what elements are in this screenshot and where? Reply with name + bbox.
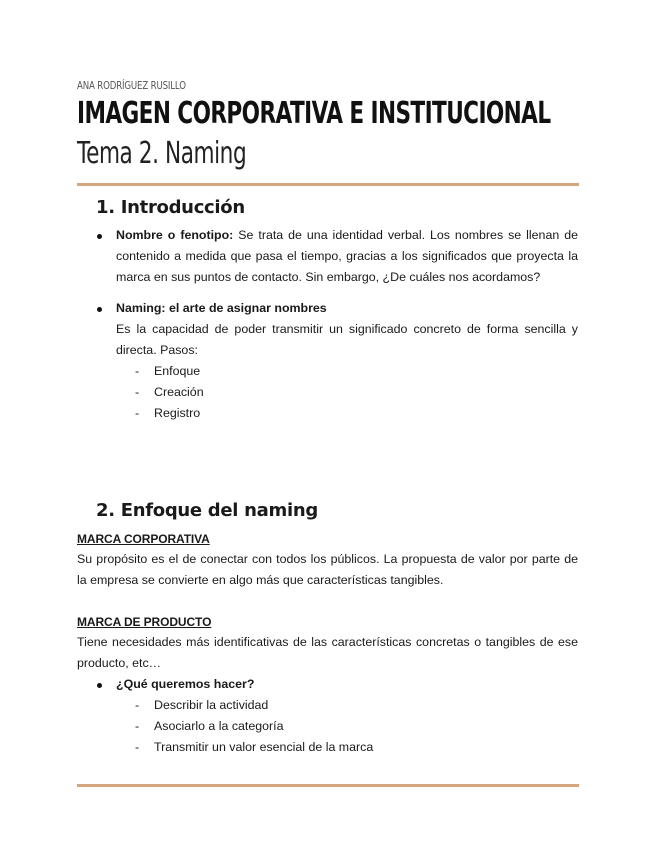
bullet-text: Se trata de una identidad verbal. Los nombres se llenan de contenido a medida que pasa el tiempo, gracias a los significados que proyecta la marca en sus puntos de contacto. Sin embargo, ¿De cuáles nos acordamos?: [116, 228, 578, 284]
document-title: IMAGEN CORPORATIVA E INSTITUCIONAL: [77, 96, 551, 131]
bullet-icon: [97, 683, 102, 688]
bullet-naming-term: Naming: el arte de asignar nombres: [116, 301, 327, 315]
marca-producto-text: Tiene necesidades más identificativas de las características concretas o tangibles de ese producto, etc…: [77, 635, 578, 670]
marca-corporativa-text: Su propósito es el de conectar con todos los públicos. La propuesta de valor por parte de la empresa se convierte en algo más que características tangibles.: [77, 552, 578, 587]
bottom-divider: [77, 784, 579, 787]
author-name: ANA RODRÍGUEZ RUSILLO: [77, 80, 186, 92]
bullet-icon: [97, 307, 102, 312]
top-divider: [77, 183, 579, 186]
bullet-icon: [97, 234, 102, 239]
bullet-term: Nombre o fenotipo:: [116, 228, 234, 242]
bullet-nombre-fenotipo: [116, 225, 578, 288]
section-2-heading: 2. Enfoque del naming: [96, 500, 318, 521]
section-1-heading: 1. Introducción: [96, 197, 245, 218]
marca-producto-heading: MARCA DE PRODUCTO: [77, 615, 212, 629]
marca-corporativa-heading: MARCA CORPORATIVA: [77, 532, 210, 546]
document-subtitle: Tema 2. Naming: [77, 136, 247, 171]
question-bullet: ¿Qué queremos hacer?: [116, 677, 255, 691]
bullet-naming-text: Es la capacidad de poder transmitir un significado concreto de forma sencilla y directa. Pasos:: [116, 322, 578, 357]
